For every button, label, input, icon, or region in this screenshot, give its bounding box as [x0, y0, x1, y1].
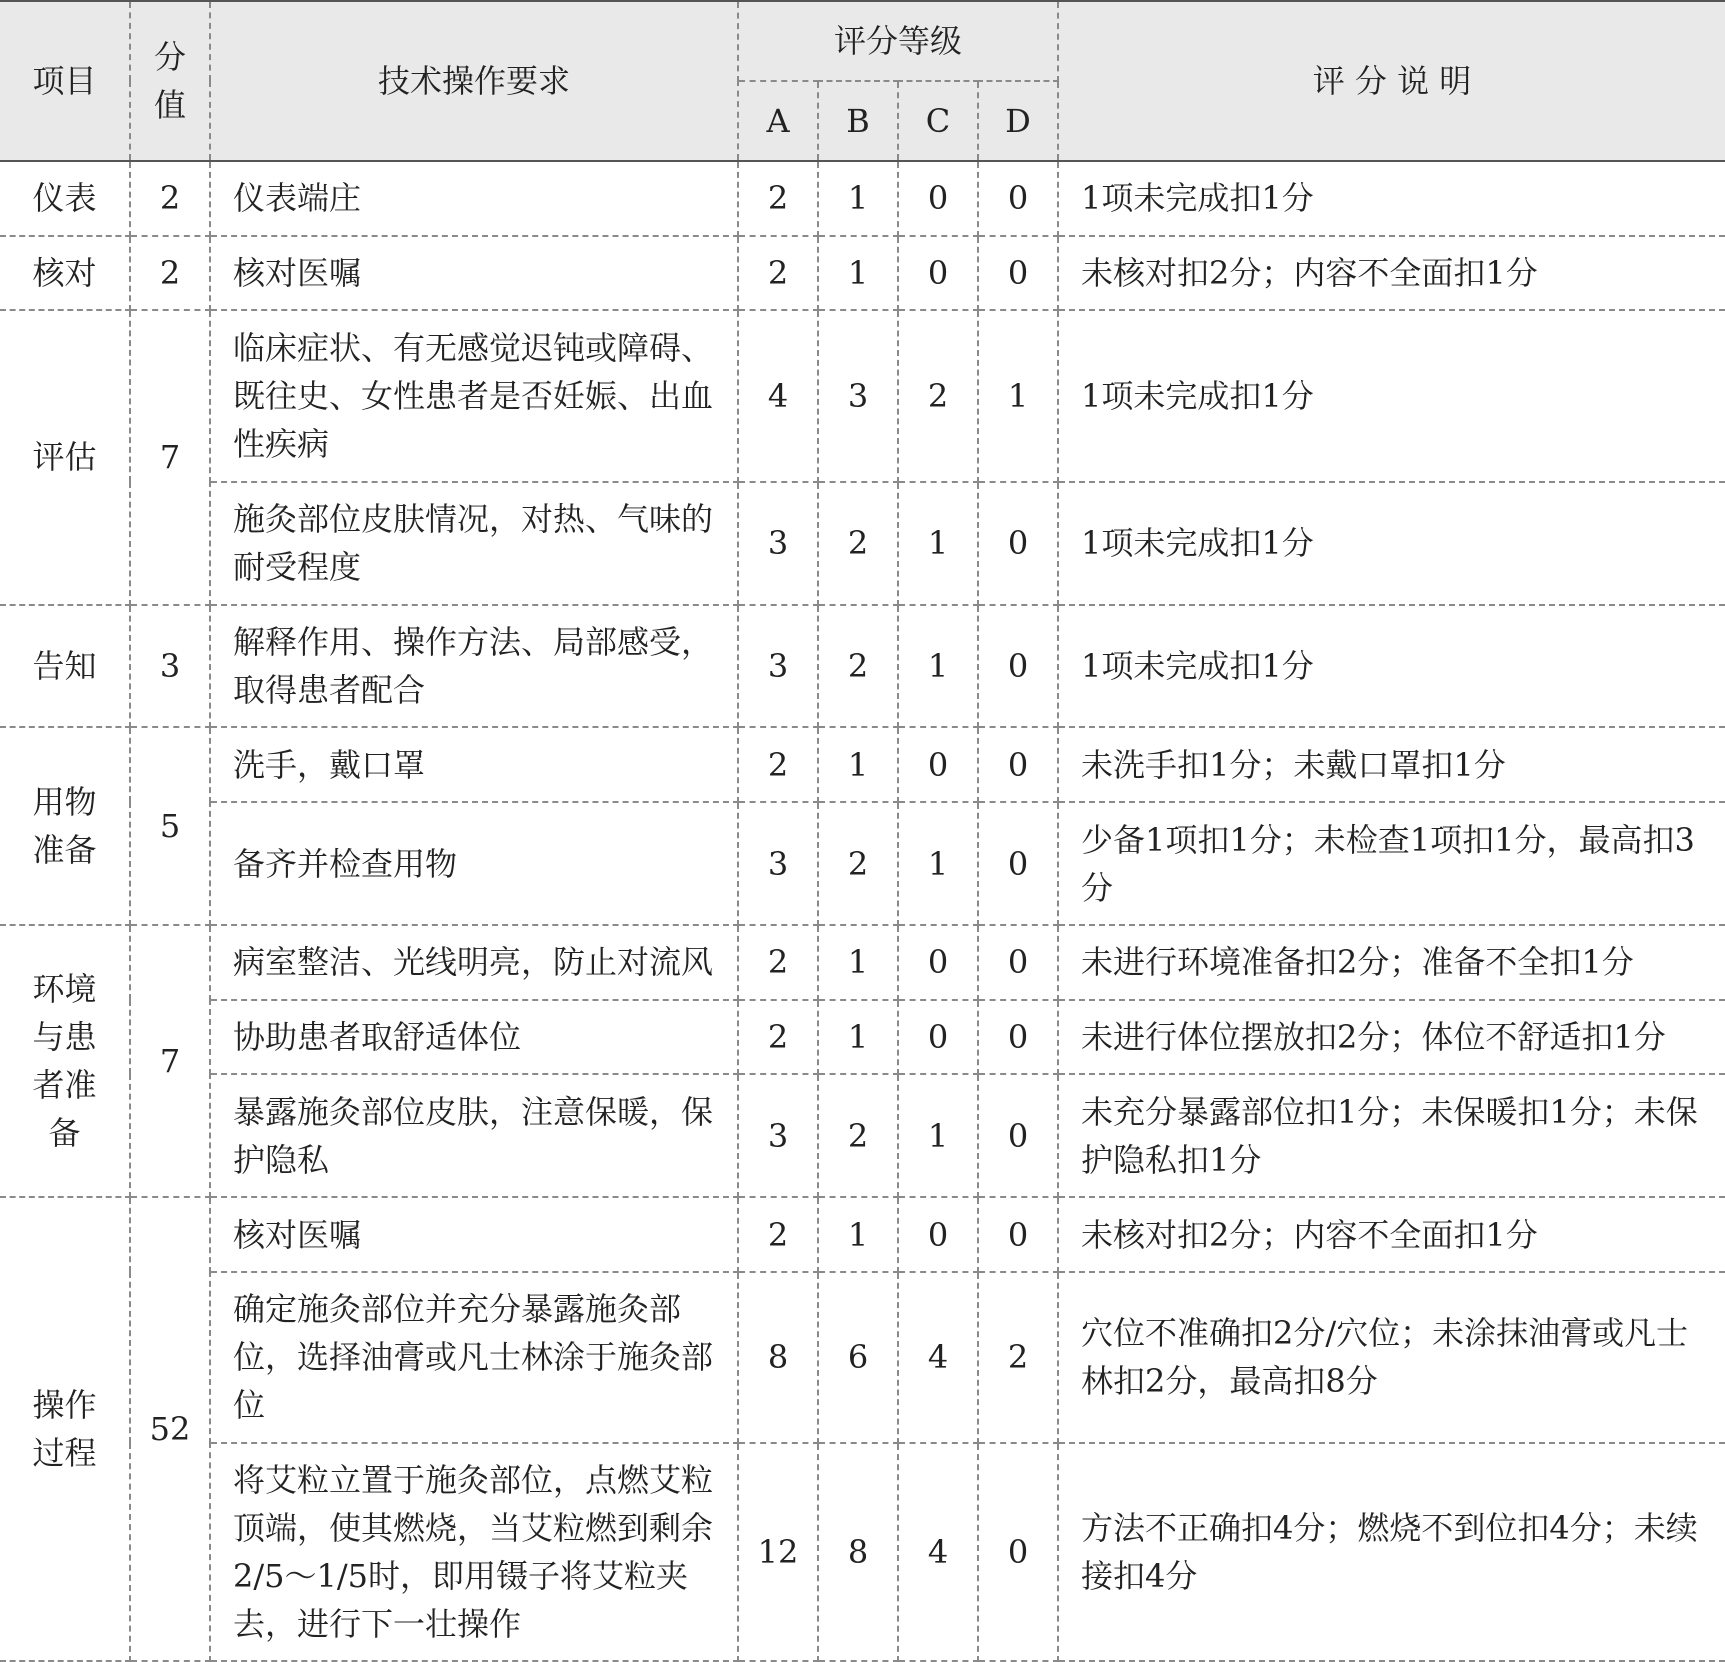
grade-a-cell: 2 [738, 236, 818, 311]
grade-b-cell: 8 [818, 1443, 898, 1661]
grade-a-header: A [738, 81, 818, 161]
grade-d-cell: 0 [978, 1443, 1058, 1661]
grade-c-cell: 0 [898, 161, 978, 236]
table-row [0, 236, 1725, 311]
grade-c-cell: 0 [898, 727, 978, 802]
table-body [0, 161, 1725, 1661]
score-cell: 5 [130, 727, 210, 925]
grade-a-cell: 2 [738, 161, 818, 236]
grade-c-cell: 4 [898, 1443, 978, 1661]
col-item-header: 项目 [0, 1, 130, 161]
grade-c-cell: 0 [898, 1000, 978, 1075]
col-grade-header: 评分等级 [738, 1, 1058, 81]
col-note-header: 评 分 说 明 [1058, 1, 1725, 161]
grade-c-cell: 1 [898, 605, 978, 728]
score-cell: 2 [130, 161, 210, 236]
grade-b-cell: 3 [818, 310, 898, 481]
col-score-header: 分值 [130, 1, 210, 161]
grade-d-cell: 0 [978, 1000, 1058, 1075]
grade-a-cell: 2 [738, 925, 818, 1000]
note-cell: 未核对扣2分；内容不全面扣1分 [1058, 236, 1725, 311]
item-cell: 告知 [0, 605, 130, 728]
grade-b-cell: 2 [818, 1074, 898, 1197]
table-row [0, 482, 1725, 605]
grade-d-cell: 0 [978, 925, 1058, 1000]
item-cell: 环境与患者准备 [0, 925, 130, 1197]
grade-b-cell: 1 [818, 925, 898, 1000]
grade-d-header: D [978, 81, 1058, 161]
note-cell: 1项未完成扣1分 [1058, 310, 1725, 481]
requirement-cell: 病室整洁、光线明亮，防止对流风 [210, 925, 738, 1000]
note-cell: 未核对扣2分；内容不全面扣1分 [1058, 1197, 1725, 1272]
score-cell: 7 [130, 310, 210, 604]
grade-c-cell: 0 [898, 236, 978, 311]
grade-c-cell: 1 [898, 802, 978, 925]
grade-a-cell: 3 [738, 605, 818, 728]
item-cell: 评估 [0, 310, 130, 604]
requirement-cell: 协助患者取舒适体位 [210, 1000, 738, 1075]
note-cell: 穴位不准确扣2分/穴位；未涂抹油膏或凡士林扣2分，最高扣8分 [1058, 1272, 1725, 1443]
requirement-cell: 核对医嘱 [210, 1197, 738, 1272]
table-row [0, 1074, 1725, 1197]
col-requirement-header: 技术操作要求 [210, 1, 738, 161]
requirement-cell: 确定施灸部位并充分暴露施灸部位，选择油膏或凡士林涂于施灸部位 [210, 1272, 738, 1443]
table-row [0, 310, 1725, 481]
grade-c-cell: 1 [898, 1074, 978, 1197]
grade-a-cell: 8 [738, 1272, 818, 1443]
grade-a-cell: 3 [738, 482, 818, 605]
table-row [0, 605, 1725, 728]
table-row [0, 1197, 1725, 1272]
grade-c-cell: 4 [898, 1272, 978, 1443]
grade-d-cell: 1 [978, 310, 1058, 481]
item-cell: 用物准备 [0, 727, 130, 925]
grade-b-cell: 1 [818, 161, 898, 236]
grade-b-cell: 6 [818, 1272, 898, 1443]
grade-a-cell: 2 [738, 1197, 818, 1272]
note-cell: 1项未完成扣1分 [1058, 482, 1725, 605]
item-cell: 操作过程 [0, 1197, 130, 1661]
score-cell: 52 [130, 1197, 210, 1661]
grade-d-cell: 0 [978, 605, 1058, 728]
grade-a-cell: 2 [738, 1000, 818, 1075]
grade-d-cell: 0 [978, 802, 1058, 925]
requirement-cell: 将艾粒立置于施灸部位，点燃艾粒顶端，使其燃烧，当艾粒燃到剩余2/5～1/5时，即用镊子将艾粒夹去，进行下一壮操作 [210, 1443, 738, 1661]
grade-d-cell: 2 [978, 1272, 1058, 1443]
table-row [0, 161, 1725, 236]
score-cell: 3 [130, 605, 210, 728]
grade-a-cell: 2 [738, 727, 818, 802]
grade-d-cell: 0 [978, 236, 1058, 311]
note-cell: 方法不正确扣4分；燃烧不到位扣4分；未续接扣4分 [1058, 1443, 1725, 1661]
grade-a-cell: 3 [738, 802, 818, 925]
requirement-cell: 核对医嘱 [210, 236, 738, 311]
note-cell: 1项未完成扣1分 [1058, 605, 1725, 728]
table-row [0, 1272, 1725, 1443]
grade-b-cell: 1 [818, 236, 898, 311]
note-cell: 未进行体位摆放扣2分；体位不舒适扣1分 [1058, 1000, 1725, 1075]
grade-d-cell: 0 [978, 727, 1058, 802]
grade-a-cell: 3 [738, 1074, 818, 1197]
grade-d-cell: 0 [978, 1074, 1058, 1197]
grade-b-cell: 2 [818, 482, 898, 605]
note-cell: 未充分暴露部位扣1分；未保暖扣1分；未保护隐私扣1分 [1058, 1074, 1725, 1197]
grade-a-cell: 4 [738, 310, 818, 481]
grade-b-cell: 1 [818, 1197, 898, 1272]
score-cell: 2 [130, 236, 210, 311]
table-row [0, 1443, 1725, 1661]
table-row [0, 1000, 1725, 1075]
grade-d-cell: 0 [978, 1197, 1058, 1272]
table-row [0, 925, 1725, 1000]
item-cell: 仪表 [0, 161, 130, 236]
requirement-cell: 备齐并检查用物 [210, 802, 738, 925]
grade-d-cell: 0 [978, 482, 1058, 605]
grade-c-cell: 1 [898, 482, 978, 605]
score-cell: 7 [130, 925, 210, 1197]
note-cell: 未进行环境准备扣2分；准备不全扣1分 [1058, 925, 1725, 1000]
requirement-cell: 暴露施灸部位皮肤，注意保暖，保护隐私 [210, 1074, 738, 1197]
grade-b-cell: 1 [818, 727, 898, 802]
requirement-cell: 仪表端庄 [210, 161, 738, 236]
requirement-cell: 临床症状、有无感觉迟钝或障碍、既往史、女性患者是否妊娠、出血性疾病 [210, 310, 738, 481]
note-cell: 少备1项扣1分；未检查1项扣1分，最高扣3分 [1058, 802, 1725, 925]
table-header [0, 1, 1725, 161]
table-row [0, 802, 1725, 925]
requirement-cell: 洗手，戴口罩 [210, 727, 738, 802]
item-cell: 核对 [0, 236, 130, 311]
requirement-cell: 解释作用、操作方法、局部感受，取得患者配合 [210, 605, 738, 728]
grade-b-cell: 2 [818, 605, 898, 728]
grade-b-cell: 2 [818, 802, 898, 925]
table-row [0, 727, 1725, 802]
note-cell: 1项未完成扣1分 [1058, 161, 1725, 236]
grade-b-cell: 1 [818, 1000, 898, 1075]
grade-c-cell: 2 [898, 310, 978, 481]
grade-d-cell: 0 [978, 161, 1058, 236]
grade-b-header: B [818, 81, 898, 161]
grade-c-cell: 0 [898, 1197, 978, 1272]
note-cell: 未洗手扣1分；未戴口罩扣1分 [1058, 727, 1725, 802]
grade-c-header: C [898, 81, 978, 161]
requirement-cell: 施灸部位皮肤情况，对热、气味的耐受程度 [210, 482, 738, 605]
grade-a-cell: 12 [738, 1443, 818, 1661]
grade-c-cell: 0 [898, 925, 978, 1000]
